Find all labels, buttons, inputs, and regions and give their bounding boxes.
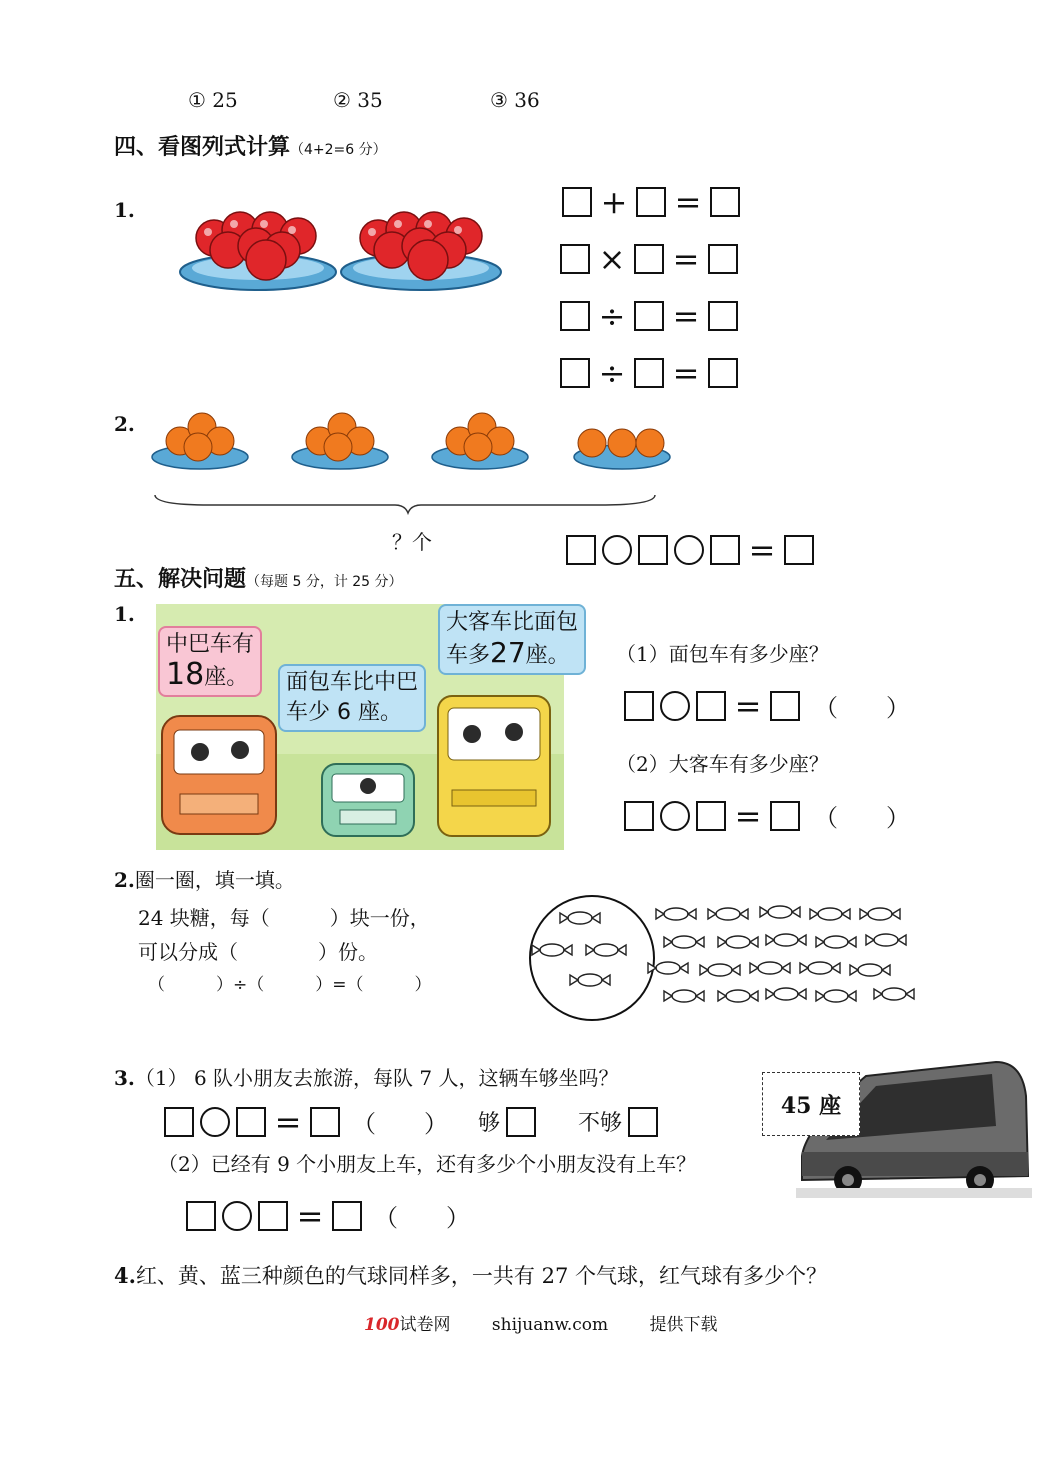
p1-equation-1: = （ ） [624,688,910,723]
bubble-coach-line2 [446,638,578,671]
candy-icon [810,908,850,920]
candy-icon [664,936,704,948]
candy-icon [718,990,758,1002]
answer-box[interactable] [770,801,800,831]
candy-image [524,892,944,1032]
answer-box[interactable] [560,244,590,274]
section-4-heading [114,130,387,161]
answer-box[interactable] [236,1107,266,1137]
enough-label: 够 [478,1111,501,1136]
not-enough-label: 不够 [578,1111,623,1136]
equation-addition: + = [562,186,740,218]
answer-box[interactable] [638,535,668,565]
footer-url[interactable]: shijuanw.com [491,1315,609,1335]
answer-box[interactable] [634,358,664,388]
p4-number: 4. [114,1263,136,1288]
candy-icon [860,908,900,920]
p2-title: 圈一圈，填一填。 [134,868,295,892]
answer-box[interactable] [636,187,666,217]
candy-icon [866,934,906,946]
operator-circle[interactable] [660,691,690,721]
equation-division-1: ÷ = [560,300,738,332]
p3-sub1-line [114,1062,619,1091]
candy-icon [816,990,856,1002]
answer-box[interactable] [566,535,596,565]
p2-line1: 24 块糖，每（ ）块一份， [138,906,430,930]
answer-box[interactable] [186,1201,216,1231]
section-5-heading [114,562,403,593]
answer-box[interactable] [696,801,726,831]
bubble-coach [438,604,586,675]
operator-circle[interactable] [222,1201,252,1231]
answer-box[interactable] [624,801,654,831]
p3-answer-paren-2[interactable]: （ ） [374,1204,470,1232]
q1-number: 1. [114,198,135,222]
bubble-minibus-number: 18 [166,657,205,692]
footer-site-name: 试卷网 [399,1315,451,1335]
operator-circle[interactable] [660,801,690,831]
bubble-minibus-unit: 座。 [204,665,249,690]
operator-circle[interactable] [200,1107,230,1137]
answer-box[interactable] [560,301,590,331]
p1-sub2: （2）大客车有多少座？ [616,752,829,776]
answer-box[interactable] [560,358,590,388]
candy-icon [656,908,696,920]
footer-note: 提供下载 [649,1315,718,1335]
p1-equation-2: = （ ） [624,798,910,833]
candy-icon [850,964,890,976]
answer-box[interactable] [770,691,800,721]
bubble-coach-pre: 车多 [446,643,491,668]
candy-icon [760,906,800,918]
answer-box[interactable] [258,1201,288,1231]
candy-icon [586,944,626,956]
q2-total-label: ？个 [392,530,432,554]
p1-answer-paren-1[interactable]: （ ） [814,694,910,722]
section-5-score: （每题 5 分，计 25 分） [246,574,403,590]
candy-icon [708,908,748,920]
section-4-title: 四、看图列式计算 [114,135,291,160]
p3-answer-paren-1[interactable]: （ ） [352,1110,448,1138]
candy-icon [532,944,572,956]
bubble-minibus [158,626,262,697]
equation-oranges: = [566,534,814,566]
p1-sub1: （1）面包车有多少座？ [616,642,829,666]
answer-box[interactable] [634,301,664,331]
operator-circle[interactable] [602,535,632,565]
operator-circle[interactable] [674,535,704,565]
p4-text: 红、黄、蓝三种颜色的气球同样多，一共有 27 个气球，红气球有多少个？ [135,1264,828,1288]
option-2: ② 35 [333,88,383,112]
equation-division-2: ÷ = [560,357,738,389]
answer-box[interactable] [708,301,738,331]
p2-line3: （ ）÷（ ）=（ ） [148,975,432,995]
candy-icon [560,912,600,924]
bubble-van-line1: 面包车比中巴 [286,670,419,695]
p3-sub2: （2）已经有 9 个小朋友上车，还有多少个小朋友没有上车？ [158,1152,697,1176]
candy-icon [766,934,806,946]
bubble-coach-number: 27 [490,636,526,669]
answer-box[interactable] [310,1107,340,1137]
bubble-van [278,664,426,732]
answer-box[interactable] [710,535,740,565]
answer-box[interactable] [634,244,664,274]
p3-sub1: （1） 6 队小朋友去旅游，每队 7 人，这辆车够坐吗？ [134,1066,619,1090]
candy-icon [766,988,806,1000]
candy-icon [750,962,790,974]
candy-icon [800,962,840,974]
p2-line2: 可以分成（ ）份。 [138,940,378,964]
equation-multiplication: × = [560,243,738,275]
candy-icon [700,964,740,976]
candy-icon [816,936,856,948]
section-4-score: （4+2=6 分） [290,142,387,158]
bubble-coach-unit: 座。 [525,643,570,668]
answer-box[interactable] [624,691,654,721]
bubble-minibus-line1: 中巴车有 [166,632,255,657]
enough-checkbox[interactable] [506,1107,536,1137]
p3-equation-2: = （ ） [186,1198,470,1233]
p3-equation-1: = （ ） 够 不够 [164,1104,658,1139]
bubble-van-line2: 车少 6 座。 [286,700,402,725]
footer [364,1310,718,1335]
bubble-minibus-line2 [166,657,254,693]
answer-box[interactable] [562,187,592,217]
candy-icon [874,988,914,1000]
answer-box[interactable] [708,244,738,274]
footer-logo: 100 [364,1315,400,1335]
p3-number: 3. [114,1066,135,1090]
answer-box[interactable] [710,187,740,217]
answer-box[interactable] [784,535,814,565]
apple-plates-image [178,200,518,300]
candy-icon [570,974,610,986]
option-1: ① 25 [188,88,238,112]
p1-number: 1. [114,602,135,626]
p2-number: 2. [114,868,135,892]
p1-answer-paren-2[interactable]: （ ） [814,804,910,832]
answer-box[interactable] [708,358,738,388]
p2-heading [114,864,295,893]
answer-box[interactable] [696,691,726,721]
answer-box[interactable] [332,1201,362,1231]
p4-line [114,1260,827,1290]
q2-number: 2. [114,412,135,436]
not-enough-checkbox[interactable] [628,1107,658,1137]
section-5-title: 五、解决问题 [114,567,247,592]
orange-plates-image [150,405,680,525]
candy-icon [718,936,758,948]
bus-seat-label: 45 座 [762,1072,860,1136]
option-3: ③ 36 [490,88,540,112]
answer-box[interactable] [164,1107,194,1137]
bubble-coach-line1: 大客车比面包 [446,610,579,635]
candy-icon [664,990,704,1002]
